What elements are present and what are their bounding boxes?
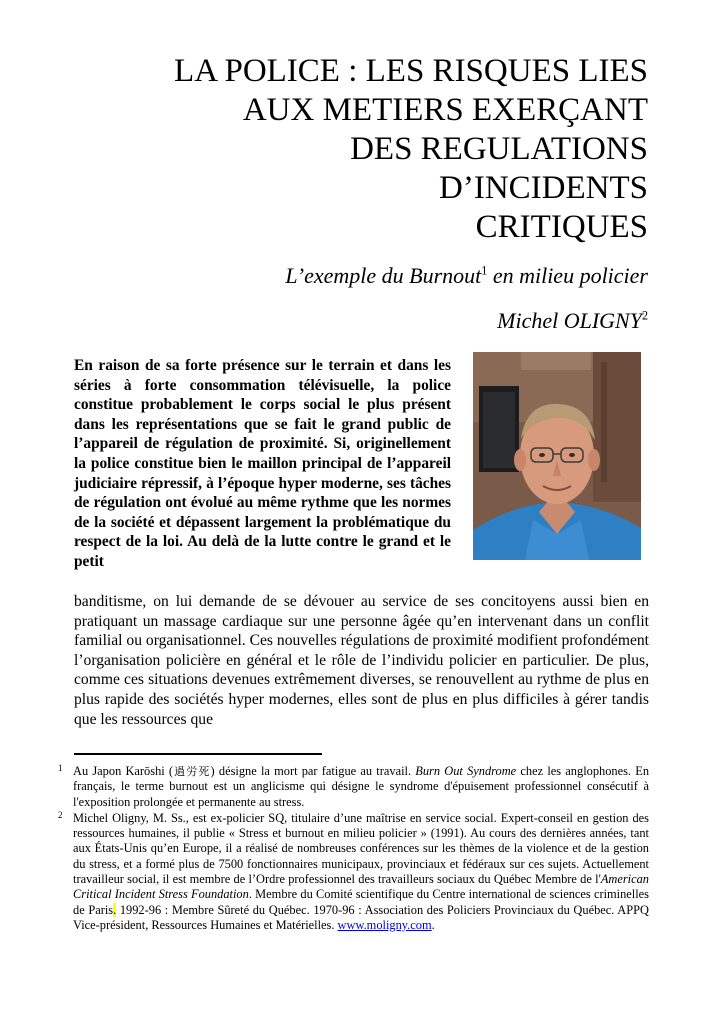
document-title xyxy=(88,52,648,247)
footnote-number: 1 xyxy=(58,763,63,773)
subtitle-text-after: en milieu policier xyxy=(487,263,648,288)
subtitle-text-before: L’exemple du Burnout xyxy=(285,263,482,288)
footnote-ref-1[interactable]: 1 xyxy=(481,263,488,278)
footnote-ref-2[interactable]: 2 xyxy=(641,308,648,323)
footnotes xyxy=(58,764,649,934)
footnote-text: 1992-96 : Membre Sûreté du Québec. 1970-96 : Association des Policiers Provinciaux du Québec. APPQ Vice-président, Ressources Humaines et Matérielles. xyxy=(73,902,649,932)
author-name: Michel OLIGNY xyxy=(497,308,642,333)
footnote-2 xyxy=(58,811,649,933)
title-line-2: AUX METIERS EXERÇANT xyxy=(242,92,648,128)
title-line-4: D’INCIDENTS xyxy=(439,170,648,206)
footnote-text-italic: American Critical Incident Stress Foundation xyxy=(73,872,649,902)
footnote-text: . Membre du Comité scientifique du Centre international de sciences criminelles de Paris xyxy=(73,887,649,917)
title-line-1: LA POLICE : LES RISQUES LIES xyxy=(174,53,648,89)
footnote-text: . xyxy=(431,917,435,932)
body-paragraph: banditisme, on lui demande de se dévouer au service de ses concitoyens aussi bien en pratiquant un massage cardiaque sur une personne âgée qu’en intervenant dans un conflit familial ou organisationnel. Ces nouvelles régulations de proximité modifient profondément l’organisation policière en général et le rôle de l’individu policier en particulier. De plus, comme ces situations devenues extrêmement diverses, se renouvellent au rythme de plus en plus rapide des sociétés hyper modernes, elles sont de plus en plus difficiles à gérer tandis que les ressources que xyxy=(74,593,649,728)
footnote-number: 2 xyxy=(58,809,63,820)
footnote-text: ) désigne la mort par fatigue au travail. xyxy=(210,764,416,778)
author-portrait-image xyxy=(473,352,641,560)
document-subtitle xyxy=(88,262,648,290)
highlighted-period: . xyxy=(113,902,117,917)
author-photo xyxy=(473,352,641,560)
author-line xyxy=(88,307,648,335)
footnote-text: chez les anglophones. En français, le terme burnout est un anglicisme qui désigne le syndrome d'épuisement professionnel consécutif à l'exposition prolongée et permanente au stress. xyxy=(73,764,650,809)
footnote-1 xyxy=(58,764,649,810)
title-line-5: CRITIQUES xyxy=(475,209,648,245)
website-link[interactable]: www.moligny.com xyxy=(337,917,432,932)
footnote-separator xyxy=(74,753,322,755)
footnote-text-cjk: 過労死 xyxy=(173,765,211,778)
title-line-3: DES REGULATIONS xyxy=(350,131,648,167)
footnote-text-italic: Burn Out Syndrome xyxy=(415,764,517,778)
footnote-text: Au Japon Karōshi ( xyxy=(73,764,174,778)
abstract-paragraph: En raison de sa forte présence sur le terrain et dans les séries à forte consommation télévisuelle, la police constitue probablement le corps social le plus présent dans les représentations que se fait le grand public de l’appareil de régulation de proximité. Si, originellement la police constitue bien le maillon principal de l’appareil judiciaire répressif, à l’époque hyper moderne, ses tâches de régulation ont évolué au même rythme que les normes de la société et dépassent largement la problématique du respect de la loi. Au delà de la lutte contre le grand et le petit xyxy=(74,357,451,570)
footnote-text: Michel Oligny, M. Ss., est ex-policier SQ, titulaire d’une maîtrise en service social. Expert-conseil en gestion des ressources humaines, il publie « Stress et burnout en milieu policier » (1991). Au cours des dernières années, tant aux États-Unis qu’en Europe, il a réalisé de nombreuses conférences sur les thèmes de la violence et de la gestion du stress, et a formé plus de 7500 fonctionnaires municipaux, provinciaux et fédéraux sur ces sujets. Actuellement travailleur social, il est membre de l’Ordre professionnel des travailleurs sociaux du Québec Membre de l' xyxy=(73,810,649,887)
